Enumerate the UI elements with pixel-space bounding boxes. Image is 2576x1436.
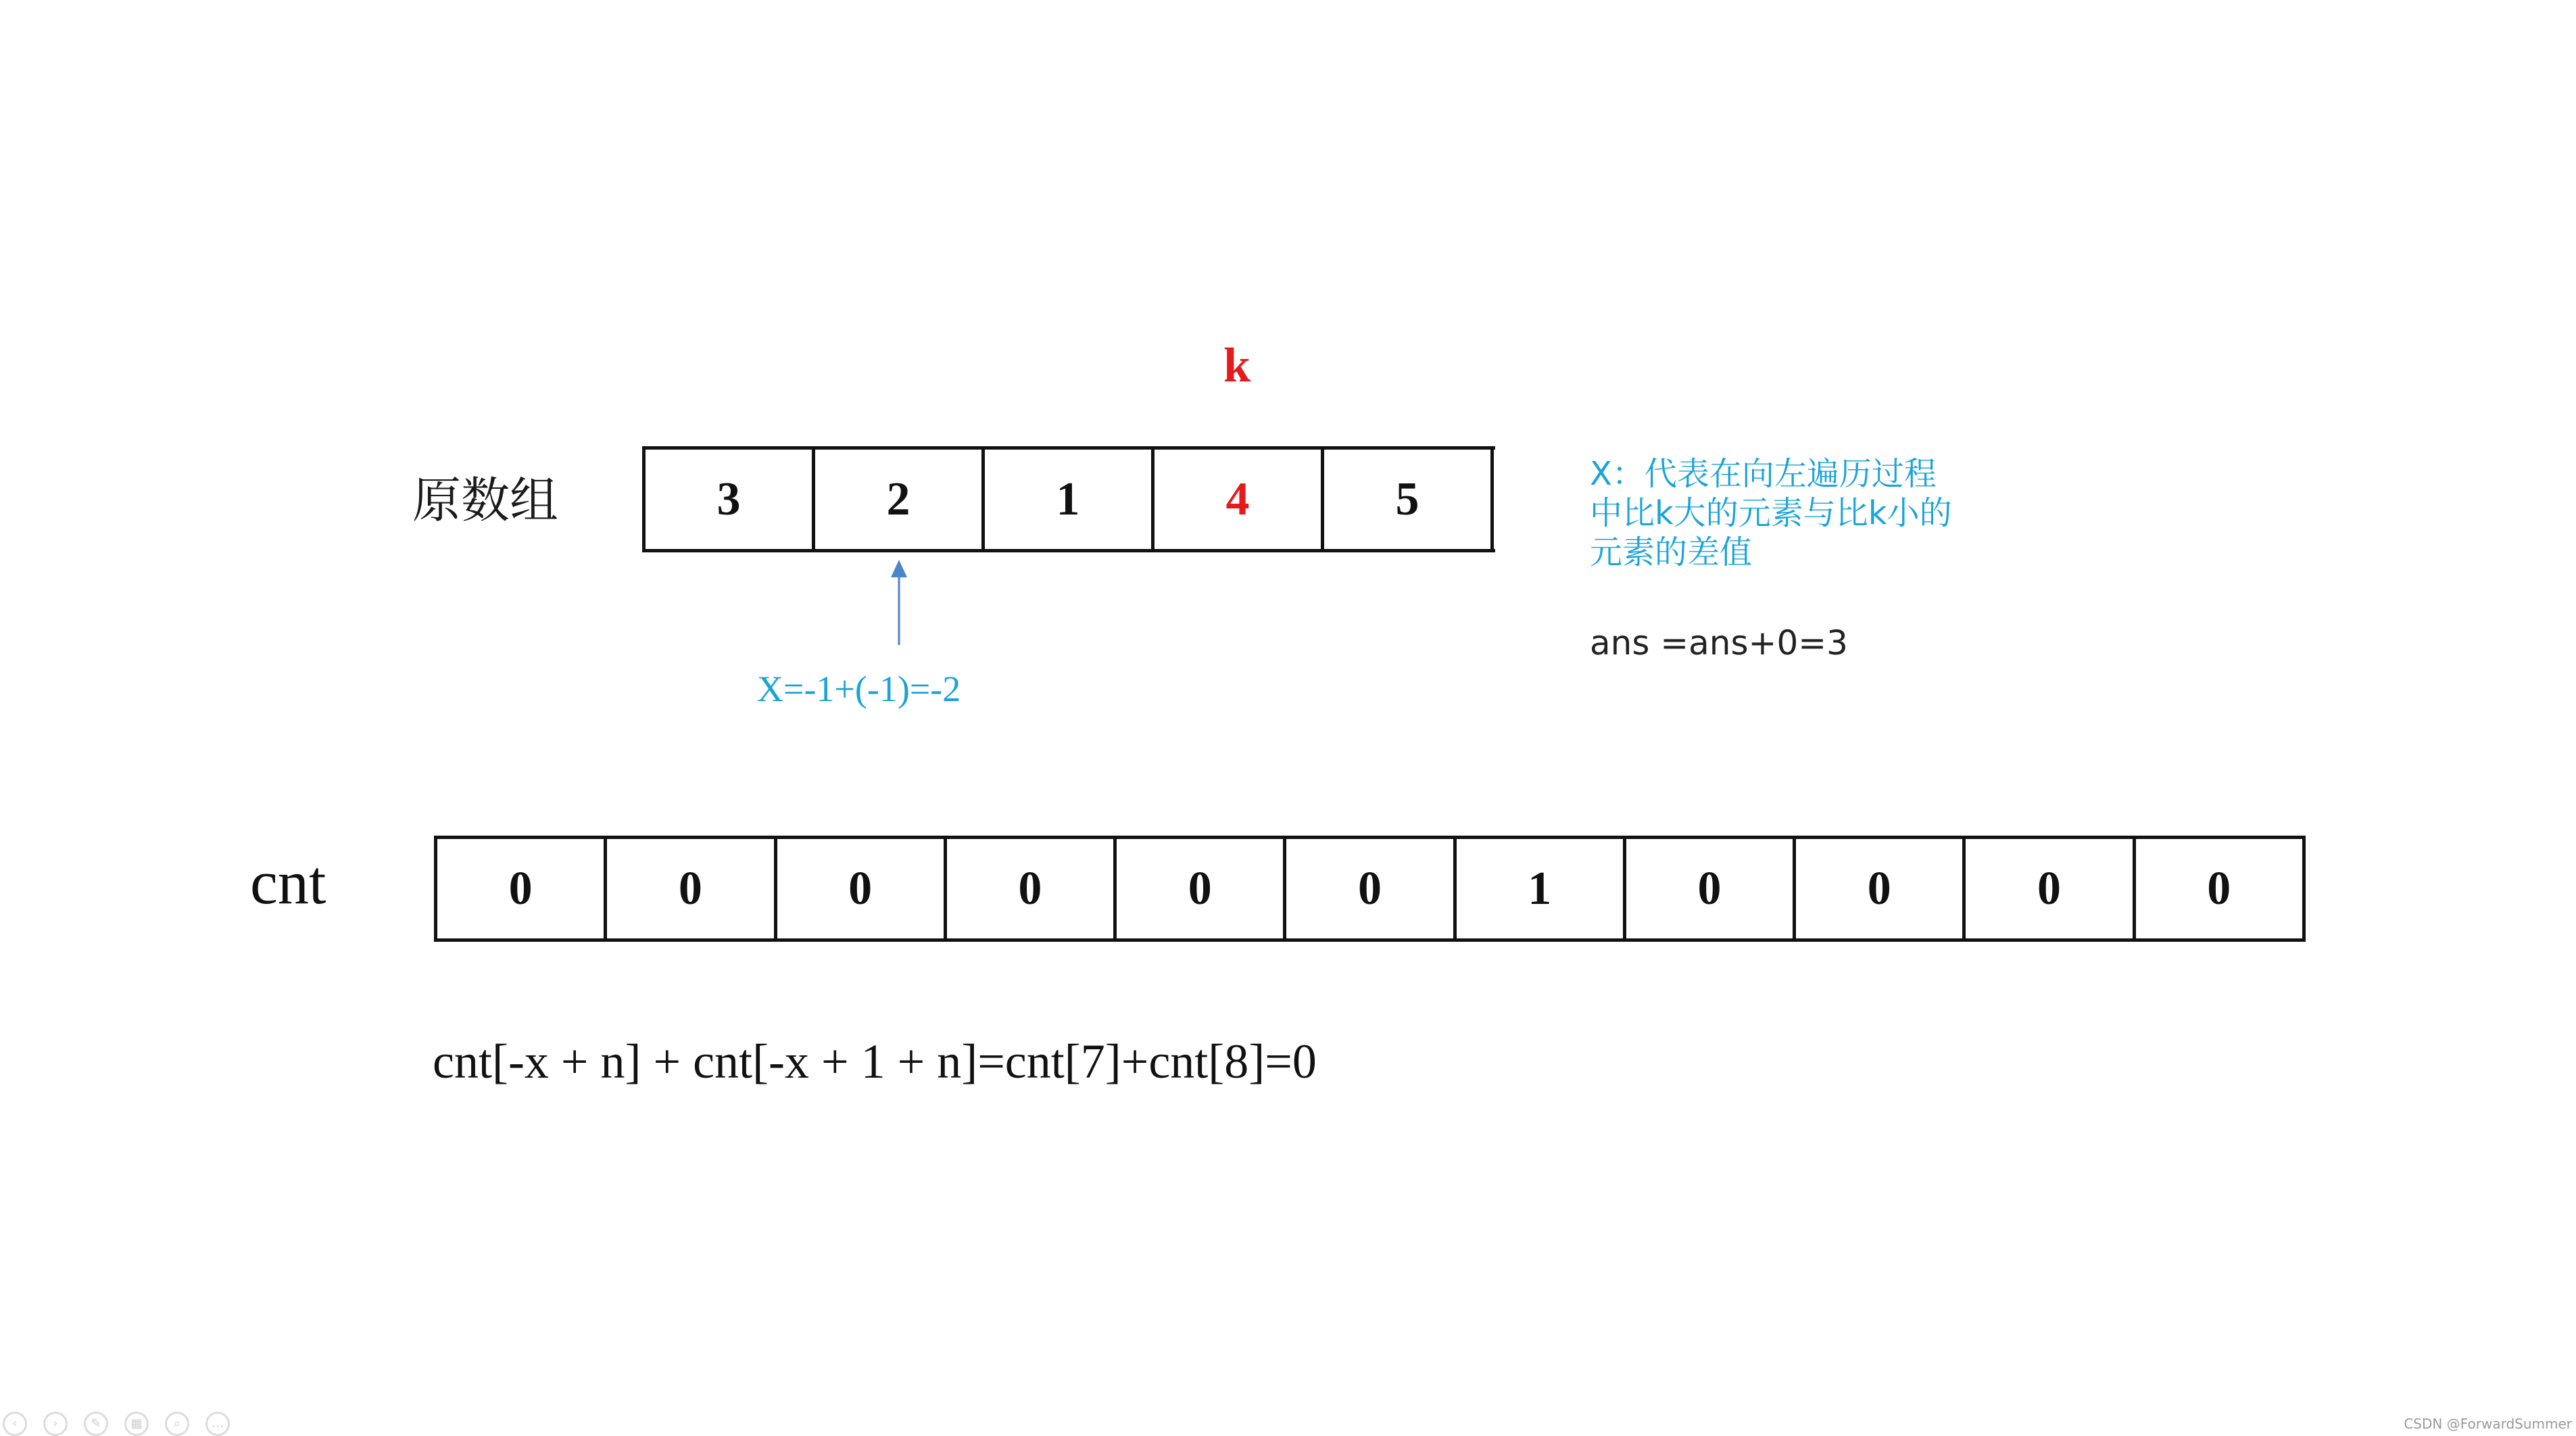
pointer-k-label: k bbox=[1223, 338, 1251, 392]
cnt-array-cell: 0 bbox=[1286, 839, 1456, 938]
original-array bbox=[642, 446, 1495, 552]
slides-icon[interactable]: ▦ bbox=[124, 1412, 149, 1436]
x-explanation-line: X：代表在向左遍历过程 bbox=[1590, 455, 1937, 493]
next-icon[interactable]: › bbox=[43, 1412, 68, 1436]
cnt-array-cell: 0 bbox=[437, 839, 607, 938]
zoom-icon[interactable]: ⌕ bbox=[165, 1412, 189, 1436]
presentation-controls bbox=[0, 1412, 230, 1435]
cnt-array-cell: 0 bbox=[1117, 839, 1286, 938]
prev-icon[interactable]: ‹ bbox=[3, 1412, 27, 1436]
cnt-array-cell: 0 bbox=[1966, 839, 2135, 938]
x-equation: X=-1+(-1)=-2 bbox=[757, 669, 961, 709]
original-array-cell: 1 bbox=[985, 450, 1155, 549]
x-explanation-line: 中比k大的元素与比k小的 bbox=[1590, 494, 1952, 532]
cnt-array-cell: 0 bbox=[2136, 839, 2306, 938]
original-array-cell: 5 bbox=[1324, 450, 1494, 549]
original-array-cell: 2 bbox=[815, 450, 985, 549]
cnt-array bbox=[434, 836, 2306, 942]
cnt-array-cell: 1 bbox=[1457, 839, 1626, 938]
watermark: CSDN @ForwardSummer bbox=[2404, 1416, 2572, 1432]
cnt-array-cell: 0 bbox=[947, 839, 1117, 938]
pen-icon[interactable]: ✎ bbox=[84, 1412, 108, 1436]
more-icon[interactable]: … bbox=[205, 1412, 230, 1436]
cnt-array-cell: 0 bbox=[777, 839, 947, 938]
cnt-formula: cnt[-x + n] + cnt[-x + 1 + n]=cnt[7]+cnt[8]=0 bbox=[433, 1034, 1317, 1088]
original-array-cell: 3 bbox=[646, 450, 815, 549]
ans-equation: ans =ans+0=3 bbox=[1590, 623, 1848, 663]
x-explanation bbox=[1590, 454, 2009, 572]
up-arrow-icon bbox=[879, 558, 919, 646]
x-explanation-line: 元素的差值 bbox=[1590, 533, 1753, 571]
cnt-array-cell: 0 bbox=[1796, 839, 1966, 938]
original-array-label: 原数组 bbox=[412, 472, 559, 529]
original-array-cell-k: 4 bbox=[1155, 450, 1324, 549]
cnt-array-cell: 0 bbox=[1626, 839, 1796, 938]
cnt-array-label: cnt bbox=[250, 848, 326, 917]
cnt-array-cell: 0 bbox=[607, 839, 777, 938]
